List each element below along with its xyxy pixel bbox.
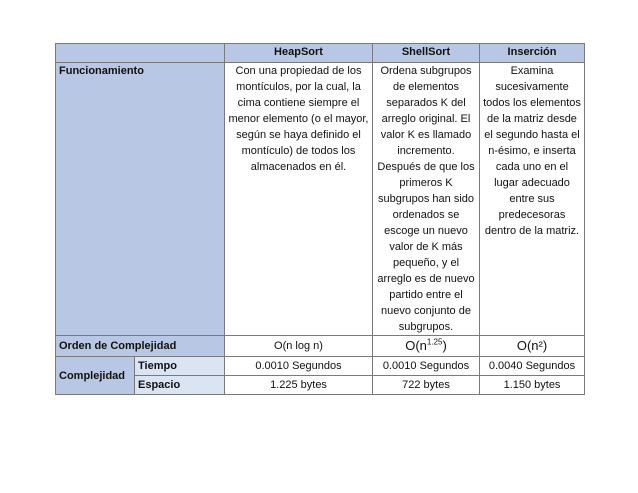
orden-heapsort: O(n log n) [225, 336, 373, 357]
espacio-row [56, 376, 585, 395]
orden-shellsort-exponent: 1.25 [426, 337, 443, 347]
tiempo-shellsort: 0.0010 Segundos [373, 357, 480, 376]
comparison-table [55, 43, 585, 395]
orden-shellsort-base: O(n [405, 338, 427, 353]
tiempo-row [56, 357, 585, 376]
tiempo-heapsort: 0.0010 Segundos [225, 357, 373, 376]
orden-shellsort [373, 336, 480, 357]
header-shellsort: ShellSort [373, 44, 480, 63]
espacio-label: Espacio [135, 376, 225, 395]
espacio-heapsort: 1.225 bytes [225, 376, 373, 395]
funcionamiento-insercion: Examina sucesivamente todos los elementos de la matriz desde el segundo hasta el n-ésimo, e inserta cada uno en el lugar adecuado entre sus predecesoras dentro de la matriz. [480, 63, 585, 336]
tiempo-insercion: 0.0040 Segundos [480, 357, 585, 376]
funcionamiento-shellsort: Ordena subgrupos de elementos separados K del arreglo original. El valor K es llamado incremento. Después de que los primeros K subgrupos han sido ordenados se escoge un nuevo valor de K más pequeño, y el arreglo es de nuevo partido entre el nuevo conjunto de subgrupos. [373, 63, 480, 336]
tiempo-label: Tiempo [135, 357, 225, 376]
header-heapsort: HeapSort [225, 44, 373, 63]
header-insercion: Inserción [480, 44, 585, 63]
complejidad-label: Complejidad [56, 357, 135, 395]
funcionamiento-row [56, 63, 585, 336]
funcionamiento-label: Funcionamiento [56, 63, 225, 336]
espacio-insercion: 1.150 bytes [480, 376, 585, 395]
header-row [56, 44, 585, 63]
espacio-shellsort: 722 bytes [373, 376, 480, 395]
header-empty-cell [56, 44, 225, 63]
orden-label: Orden de Complejidad [56, 336, 225, 357]
orden-row [56, 336, 585, 357]
orden-shellsort-close: ) [442, 338, 447, 353]
orden-insercion: O(n²) [480, 336, 585, 357]
funcionamiento-heapsort: Con una propiedad de los montículos, por la cual, la cima contiene siempre el menor elemento (o el mayor, según se haya definido el montículo) de todos los almacenados en él. [225, 63, 373, 336]
